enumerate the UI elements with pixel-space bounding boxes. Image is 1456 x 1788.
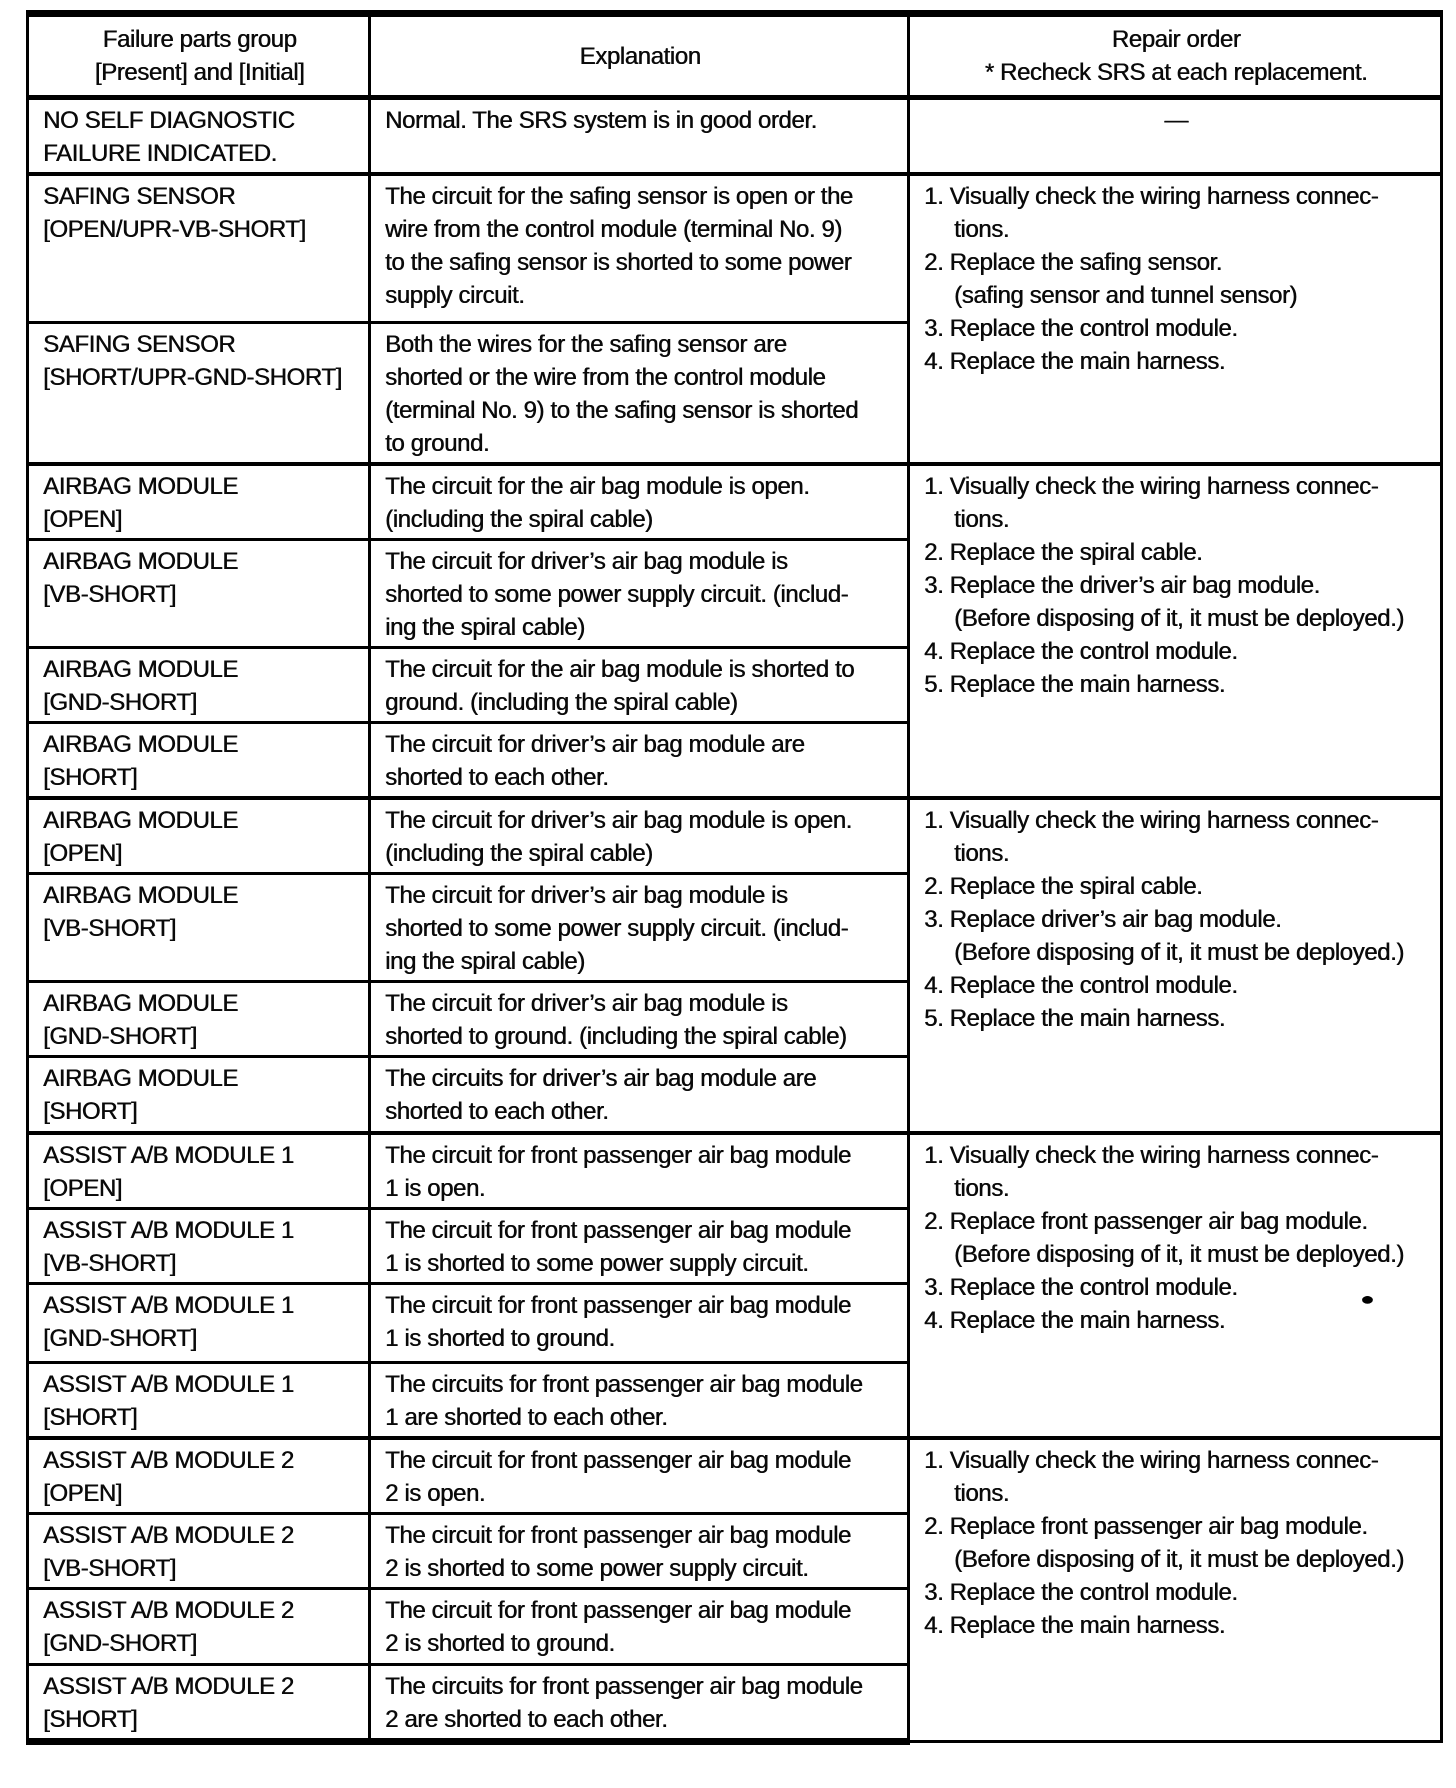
repair-order-cell: 1. Visually check the wiring harness connec- tions. 2. Replace the safing sensor. (safing sensor and tunnel sensor) 3. Replace the control module. 4. Replace the main harness. xyxy=(909,174,1442,464)
repair-order-cell: 1. Visually check the wiring harness connec- tions. 2. Replace front passenger air bag module. (Before disposing of it, it must be deployed.) 3. Replace the control module. 4. Replace the main harness. xyxy=(909,1133,1442,1438)
table-row xyxy=(28,1133,1442,1209)
failure-group-cell: ASSIST A/B MODULE 2 [OPEN] xyxy=(28,1438,370,1514)
explanation-cell: The circuit for driver’s air bag module is shorted to some power supply circuit. (includ- ing the spiral cable) xyxy=(370,874,909,982)
failure-group-cell: NO SELF DIAGNOSTIC FAILURE INDICATED. xyxy=(28,98,370,175)
failure-group-cell: ASSIST A/B MODULE 1 [OPEN] xyxy=(28,1133,370,1209)
explanation-cell: The circuit for the safing sensor is open or the wire from the control module (terminal No. 9) to the safing sensor is shorted to some power supply circuit. xyxy=(370,174,909,322)
failure-group-cell: ASSIST A/B MODULE 2 [GND-SHORT] xyxy=(28,1588,370,1664)
failure-group-cell: ASSIST A/B MODULE 2 [VB-SHORT] xyxy=(28,1513,370,1588)
failure-group-cell: ASSIST A/B MODULE 2 [SHORT] xyxy=(28,1664,370,1741)
explanation-cell: The circuit for front passenger air bag module 1 is open. xyxy=(370,1133,909,1209)
header-row xyxy=(28,14,1442,98)
explanation-cell: The circuit for driver’s air bag module are shorted to each other. xyxy=(370,723,909,799)
table-row xyxy=(28,464,1442,540)
explanation-cell: The circuit for driver’s air bag module is open. (including the spiral cable) xyxy=(370,798,909,874)
explanation-cell: Normal. The SRS system is in good order. xyxy=(370,98,909,175)
table-row xyxy=(28,1438,1442,1514)
failure-group-cell: AIRBAG MODULE [SHORT] xyxy=(28,1057,370,1133)
explanation-cell: Both the wires for the safing sensor are shorted or the wire from the control module (terminal No. 9) to the safing sensor is shorted to ground. xyxy=(370,322,909,464)
failure-group-cell: SAFING SENSOR [SHORT/UPR-GND-SHORT] xyxy=(28,322,370,464)
failure-group-cell: AIRBAG MODULE [OPEN] xyxy=(28,464,370,540)
failure-group-cell: AIRBAG MODULE [OPEN] xyxy=(28,798,370,874)
table-row xyxy=(28,98,1442,175)
ink-dot-artifact: ● xyxy=(1359,1289,1376,1309)
explanation-cell: The circuit for front passenger air bag module 2 is shorted to some power supply circuit. xyxy=(370,1513,909,1588)
repair-order-cell: — xyxy=(909,98,1442,175)
repair-order-cell: 1. Visually check the wiring harness connec- tions. 2. Replace the spiral cable. 3. Replace the driver’s air bag module. (Before disposing of it, it must be deployed.) 4. Replace the control module. 5. Replace the main harness. xyxy=(909,464,1442,799)
explanation-cell: The circuit for front passenger air bag module 1 is shorted to ground. xyxy=(370,1283,909,1362)
failure-group-cell: ASSIST A/B MODULE 1 [GND-SHORT] xyxy=(28,1283,370,1362)
failure-group-cell: AIRBAG MODULE [GND-SHORT] xyxy=(28,982,370,1057)
header-repair-order: Repair order * Recheck SRS at each replacement. xyxy=(909,14,1442,98)
explanation-cell: The circuit for driver’s air bag module is shorted to some power supply circuit. (includ- ing the spiral cable) xyxy=(370,540,909,648)
failure-group-cell: AIRBAG MODULE [VB-SHORT] xyxy=(28,874,370,982)
failure-group-cell: AIRBAG MODULE [VB-SHORT] xyxy=(28,540,370,648)
explanation-cell: The circuits for front passenger air bag module 2 are shorted to each other. xyxy=(370,1664,909,1741)
failure-group-cell: ASSIST A/B MODULE 1 [VB-SHORT] xyxy=(28,1208,370,1283)
explanation-cell: The circuits for driver’s air bag module are shorted to each other. xyxy=(370,1057,909,1133)
header-failure-parts-group: Failure parts group [Present] and [Initial] xyxy=(28,14,370,98)
explanation-cell: The circuit for the air bag module is open. (including the spiral cable) xyxy=(370,464,909,540)
failure-group-cell: AIRBAG MODULE [GND-SHORT] xyxy=(28,648,370,723)
explanation-cell: The circuit for front passenger air bag module 2 is open. xyxy=(370,1438,909,1514)
header-explanation: Explanation xyxy=(370,14,909,98)
failure-group-cell: ASSIST A/B MODULE 1 [SHORT] xyxy=(28,1362,370,1438)
explanation-cell: The circuits for front passenger air bag module 1 are shorted to each other. xyxy=(370,1362,909,1438)
repair-order-cell: 1. Visually check the wiring harness connec- tions. 2. Replace the spiral cable. 3. Replace driver’s air bag module. (Before disposing of it, it must be deployed.) 4. Replace the control module. 5. Replace the main harness. xyxy=(909,798,1442,1133)
table-row xyxy=(28,174,1442,322)
repair-order-cell: 1. Visually check the wiring harness connec- tions. 2. Replace front passenger air bag module. (Before disposing of it, it must be deployed.) 3. Replace the control module. 4. Replace the main harness. xyxy=(909,1438,1442,1742)
failure-group-cell: AIRBAG MODULE [SHORT] xyxy=(28,723,370,799)
failure-group-cell: SAFING SENSOR [OPEN/UPR-VB-SHORT] xyxy=(28,174,370,322)
explanation-cell: The circuit for front passenger air bag module 2 is shorted to ground. xyxy=(370,1588,909,1664)
explanation-cell: The circuit for front passenger air bag module 1 is shorted to some power supply circuit. xyxy=(370,1208,909,1283)
srs-diagnostic-table xyxy=(26,10,1443,1745)
explanation-cell: The circuit for the air bag module is shorted to ground. (including the spiral cable) xyxy=(370,648,909,723)
explanation-cell: The circuit for driver’s air bag module is shorted to ground. (including the spiral cable) xyxy=(370,982,909,1057)
table-row xyxy=(28,798,1442,874)
